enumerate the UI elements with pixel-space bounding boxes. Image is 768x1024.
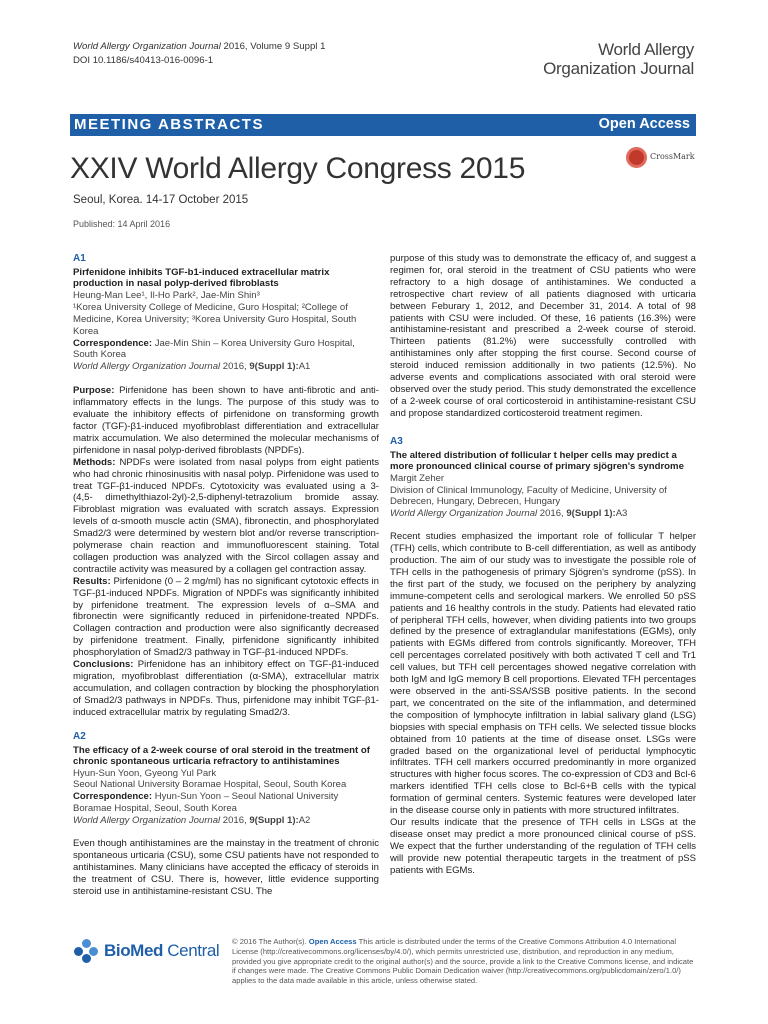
abstract-authors-a1: Heung-Man Lee¹, Il-Ho Park², Jae-Min Shin³ [73, 289, 260, 301]
crossmark-label: CrossMark [650, 152, 695, 161]
correspondence-text: Jae-Min Shin – Korea University Guro Hospital, South Korea [73, 337, 355, 361]
abstract-affiliations-a3: Division of Clinical Immunology, Faculty of Medicine, University of Debrecen, Hungary, Debrecen, Hungary [390, 484, 667, 508]
meeting-abstracts-label: MEETING ABSTRACTS [74, 116, 264, 133]
logo-bold: BioMed [104, 941, 163, 960]
results-text: Pirfenidone (0 – 2 mg/ml) has no significant cytotoxic effects in TGF-β1-induced NPDFs. Migration of NPDFs was significantly inhibited by pirfenidone treatment. The expression levels of α–SMA and fibronectin were significantly reduced in pirfenidone-treated NPDFs. Collagen contraction and production were also significantly decreased by pirfenidone treatment. Finally, pirfenidone significantly inhibited phosphorylation of Smad2/3 pathway in TGF-β1-induced NPDFs. [73, 575, 379, 659]
journal-logo-line2: Organization Journal [543, 59, 694, 78]
cite-volume: 9(Suppl 1): [249, 361, 299, 373]
crossmark-badge[interactable] [626, 146, 696, 170]
published-date: Published: 14 April 2016 [73, 219, 171, 229]
cite-year: 2016, [537, 508, 567, 520]
correspondence-label: Correspondence: [73, 337, 153, 349]
abstract-affiliations-a2: Seoul National University Boramae Hospital, Seoul, South Korea [73, 779, 347, 791]
cite-volume: 9(Suppl 1): [249, 815, 299, 827]
abstract-title-a3: The altered distribution of follicular t helper cells may predict a more pronounced clinical course of primary sjögren's syndrome [390, 449, 684, 473]
abstract-id-a2: A2 [73, 730, 86, 742]
journal-name: World Allergy Organization Journal [73, 41, 221, 52]
copyright-text: © 2016 The Author(s). [232, 937, 309, 946]
abstract-citation-a2 [73, 815, 379, 827]
journal-citation-header [73, 40, 325, 68]
abstract-authors-a2: Hyun-Sun Yoon, Gyeong Yul Park [73, 767, 217, 779]
abstract-conclusions-a1 [73, 659, 379, 719]
abstract-body-a2-continued: purpose of this study was to demonstrate the efficacy of, and suggest a regimen for, oral steroid in the treatment of CSU patients who were refractory to a high dosage of antihistamines. We conducted a retrospective chart review of all patients diagnosed with urticaria between Feburary 1, 2012, and December 31, 2014. A total of 98 patients with CSU were included. Of these, 16 patients (16.3%) were antihistamine-resistant and prescribed a 2-week course of steroid. Thirteen patients (81.2%) were successfully controlled with antihistamines only after stopping the first course. Second course of steroid induced remission additionally in two patients (12.5%). No adverse events and complications associated with oral steroid were observed over the study period. This study demonstrated the excellence of a 2-week course of oral corticosteroid in antihistamine-resistant CSU and propose standardized corticosteroid treatment regimen. [390, 253, 696, 419]
cite-year: 2016, [220, 361, 250, 373]
cite-volume: 9(Suppl 1): [566, 508, 616, 520]
cite-id: A2 [298, 815, 311, 827]
logo-rest: Central [162, 941, 220, 960]
abstract-citation-a3 [390, 508, 696, 520]
abstract-purpose-a1 [73, 385, 379, 456]
cite-journal: World Allergy Organization Journal [73, 361, 221, 373]
biomed-central-name [104, 941, 219, 961]
abstract-id-a3: A3 [390, 435, 403, 447]
abstract-methods-a1 [73, 457, 379, 576]
cite-journal: World Allergy Organization Journal [390, 508, 538, 520]
journal-volume: 2016, Volume 9 Suppl 1 [220, 41, 326, 52]
cite-year: 2016, [220, 815, 250, 827]
biomed-central-logo [74, 937, 224, 969]
correspondence-label: Correspondence: [73, 791, 153, 803]
abstract-title-a2: The efficacy of a 2-week course of oral steroid in the treatment of chronic spontaneous urticaria refractory to antihistamines [73, 744, 370, 768]
left-column [73, 253, 379, 898]
cite-journal: World Allergy Organization Journal [73, 815, 221, 827]
abstract-results-a1 [73, 576, 379, 659]
abstract-authors-a3: Margit Zeher [390, 472, 445, 484]
cite-id: A3 [615, 508, 628, 520]
license-notice [232, 937, 698, 986]
methods-text: NPDFs were isolated from nasal polyps from eight patients who had chronic rhinosinusitis with nasal polyp. Pirfenidone was used to treat TGF-β1-induced NPDFs. Cytotoxicity was evaluated using a 3-(4,5- dimethylthiazol-2yl)-2,5-diphenyl-tetrazolium bromide assay. Fibroblast migration was evaluated with scratch assays. Expression levels of α-smooth muscle actin (SMA), fibronectin, and phosphorylated Smad2/3 were determined by western blot and/or reverse transcription-polymerase chain reaction and immunofluorescent staining. Total collagen production was analyzed with the Sircol collagen assay and contractile activity was measured by a collagen gel contraction assay. [73, 456, 379, 575]
journal-logo-line1: World Allergy [598, 40, 694, 59]
event-location-date: Seoul, Korea. 14-17 October 2015 [73, 194, 249, 206]
abstract-citation-a1 [73, 361, 379, 373]
results-label: Results: [73, 575, 111, 587]
cite-id: A1 [298, 361, 311, 373]
abstract-body-a3-conclusion: Our results indicate that the presence of TFH cells in LSGs at the disease onset may predict a more pronounced clinical course of pSS. We expect that the further understanding of the regulation of TFH cells will provide new potential therapeutic targets in the treatment of pSS patients with EGMs. [390, 816, 696, 876]
open-access-footer-label: Open Access [308, 937, 357, 946]
methods-label: Methods: [73, 456, 116, 468]
crossmark-icon [626, 147, 647, 168]
purpose-text: Pirfenidone has been shown to have anti-fibrotic and anti-inflammatory effects in the lungs. The purpose of this study was to evaluate the inhibitory effects of pirfenidone on transforming growth factor (TGF)-β1-induced myofibroblast differentiation and extracellular matrix accumulation. We also determined the molecular mechanisms of pirfenidone in nasal polyp-derived fibroblasts (NPDFs). [73, 385, 379, 456]
conclusions-text: Pirfenidone has an inhibitory effect on TGF-β1-induced migration, myofibroblast differentiation (α-SMA), extracellular matrix accumulation, and collagen contraction by blocking the phosphorylation of Smad2/3 pathways in NPDFs. Thus, pirfenidone may inhibit TGF-β1-induced extracellular matrix by regulating Smad2/3. [73, 659, 379, 718]
abstract-correspondence-a2 [73, 791, 379, 815]
correspondence-text: Hyun-Sun Yoon – Seoul National University Boramae Hospital, Seoul, South Korea [73, 791, 339, 815]
abstract-affiliations-a1: ¹Korea University College of Medicine, Guro Hospital; ²College of Medicine, Korea University; ³Korea University Guro Hospital, South Korea [73, 301, 357, 337]
section-banner [70, 114, 696, 136]
abstract-body-a3: Recent studies emphasized the important role of follicular T helper (TFH) cells, which contribute to B-cell differentiation, as well as antibody production. The aim of our study was to investigate the possible role of TFH cells in the pathogenesis of primary Sjögren's syndrome (pSS). In the first part of the study, we focused on the periphery by analyzing immune-competent cells and serological markers. We enrolled 50 pSS patients and 16 healthy controls in the study. Patients had elevated ratio of peripheral TFH cells, however, when dividing patients into two groups defined by the presence of extraglandular manifestations (EGMs), only patients with EGMs differed from controls significantly. Moreover, TFH cell percentages correlated positively with both activated T cell and Tr1 cell values, but TFH cell percentages showed negative correlation with both IgM and IgG memory B cell proportions. Elevated TFH percentages were observed in the anti-SSA/SSB positive patients. In the second part, we concentrated on the site of the inflammation, and determined the composition of lymphocyte infiltration in labial salivary gland (LSG) biopsies with special emphasis on TFH cells. We selected tissue blocks obtained from 10 patients at the time of disease onset. LSGs were graded based on the organizational level of periductal lymphocytic infiltrates. TFH cell markers occurred predominantly in more organized structures with higher focus scores. The co-expression of CD3 and Bcl-6 markers identified TFH cells close to Bcl-6+B cells with the typical formation of germinal centers. Systemic features were developed later in the disease course only in patients with more structured infiltrates. [390, 531, 697, 817]
open-access-label: Open Access [598, 116, 690, 132]
journal-logo [543, 40, 694, 78]
purpose-label: Purpose: [73, 385, 115, 397]
right-column [390, 253, 696, 877]
abstract-correspondence-a1 [73, 338, 379, 362]
abstract-body-a2: Even though antihistamines are the mainstay in the treatment of chronic spontaneous urticaria (CSU), some CSU patients have not responded to antihistamines. Many clinicians have accepted the efficacy of steroids in the treatment of CSU. There is, however, little evidence supporting steroid use in antihistamine-resistant CSU. The [73, 838, 379, 897]
conclusions-label: Conclusions: [73, 659, 134, 671]
doi[interactable]: DOI 10.1186/s40413-016-0096-1 [73, 55, 214, 66]
abstract-id-a1: A1 [73, 253, 86, 264]
license-text: This article is distributed under the terms of the Creative Commons Attribution 4.0 International License (http://creativecommons.org/licenses/by/4.0/), which permits unrestricted use, distribution, and reproduction in any medium, provided you give appropriate credit to the original author(s) and the source, provide a link to the Creative Commons license, and indicate if changes were made. The Creative Commons Public Domain Dedication waiver (http://creativecommons.org/publicdomain/zero/1.0/) applies to the data made available in this article, unless otherwise stated. [232, 937, 694, 986]
abstract-title-a1: Pirfenidone inhibits TGF-b1-induced extracellular matrix production in nasal polyp-derived fibroblasts [73, 266, 330, 290]
page-title: XXIV World Allergy Congress 2015 [70, 152, 526, 185]
biomed-central-icon [74, 939, 98, 963]
